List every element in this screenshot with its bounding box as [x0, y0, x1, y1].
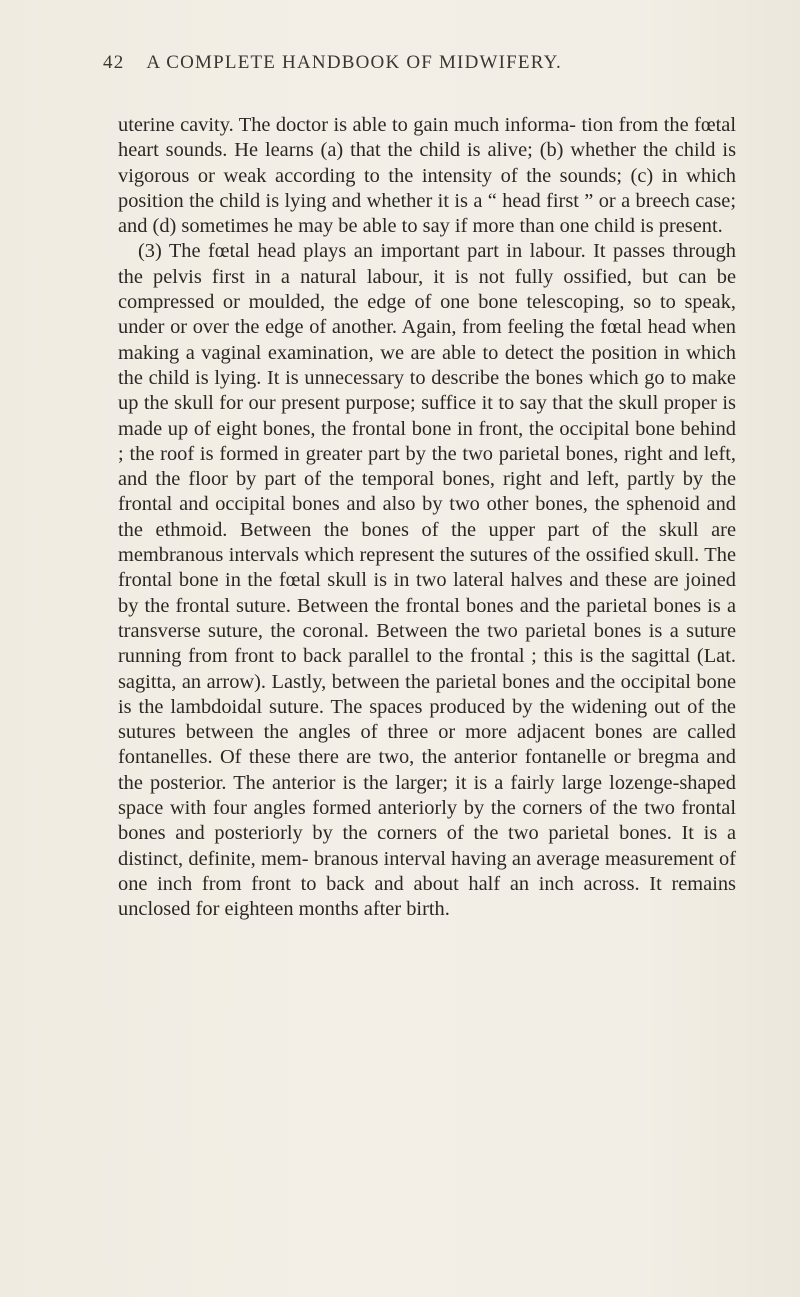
page-number: 42 — [103, 52, 125, 73]
running-header — [103, 52, 743, 74]
body-text — [118, 113, 736, 923]
running-title: A COMPLETE HANDBOOK OF MIDWIFERY. — [146, 52, 562, 73]
paragraph-2: (3) The fœtal head plays an important part in labour. It passes through the pelvis first in a natural labour, it is not fully ossified, but can be compressed or moulded, the edge of one bone telescoping, so to speak, under or over the edge of another. Again, from feeling the fœtal head when making a vaginal examination, we are able to detect the position in which the child is lying. It is unnecessary to describe the bones which go to make up the skull for our present purpose; suffice it to say that the skull proper is made up of eight bones, the frontal bone in front, the occipital bone behind ; the roof is formed in greater part by the two parietal bones, right and left, and the floor by part of the temporal bones, right and left, partly by the frontal and occipital bones and also by two other bones, the sphenoid and the ethmoid. Between the bones of the upper part of the skull are membranous intervals which represent the sutures of the ossified skull. The frontal bone in the fœtal skull is in two lateral halves and these are joined by the frontal suture. Between the frontal bones and the parietal bones is a transverse suture, the coronal. Between the two parietal bones is a suture running from front to back parallel to the frontal ; this is the sagittal (Lat. sagitta, an arrow). Lastly, between the parietal bones and the occipital bone is the lambdoidal suture. The spaces produced by the widening out of the sutures between the angles of three or more adjacent bones are called fontanelles. Of these there are two, the anterior fontanelle or bregma and the posterior. The anterior is the larger; it is a fairly large lozenge-shaped space with four angles formed anteriorly by the corners of the two frontal bones and posteriorly by the corners of the two parietal bones. It is a distinct, definite, mem- branous interval having an average measurement of one inch from front to back and about half an inch across. It remains unclosed for eighteen months after birth. — [118, 240, 736, 921]
paragraph-1: uterine cavity. The doctor is able to gain much informa- tion from the fœtal heart sounds. He learns (a) that the child is alive; (b) whether the child is vigorous or weak according to the intensity of the sounds; (c) in which position the child is lying and whether it is a “ head first ” or a breech case; and (d) sometimes he may be able to say if more than one child is present. — [118, 114, 736, 238]
